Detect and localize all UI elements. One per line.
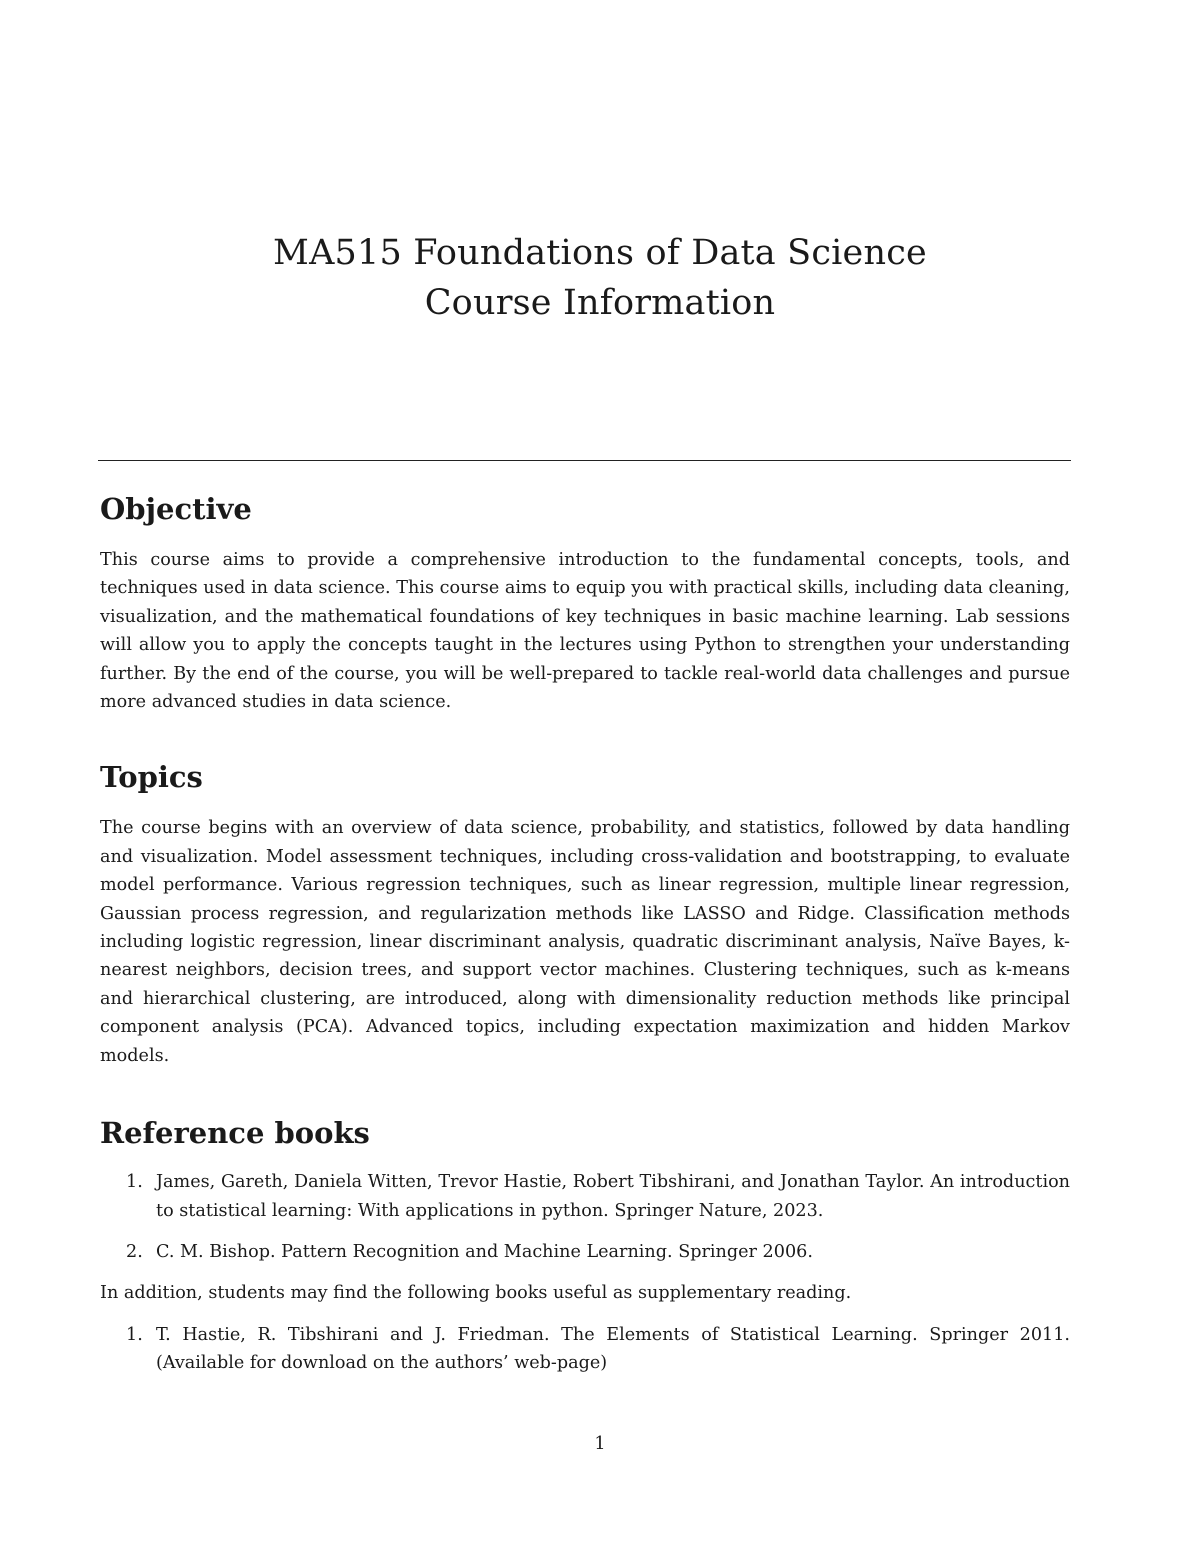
list-item-number: 1. (126, 1324, 143, 1345)
document-subtitle: Course Information (424, 283, 776, 323)
objective-paragraph: This course aims to provide a comprehensive introduction to the fundamental concepts, tools, and techniques used in data science. This course aims to equip you with practical skills, including data cleaning, visualization, and the mathematical foundations of key techniques in basic machine learning. Lab sessions will allow you to apply the concepts taught in the lectures using Python to strengthen your understanding further. By the end of the course, you will be well-prepared to tackle real-world data challenges and pursue more advanced studies in data science. (100, 550, 1070, 713)
objective-section (100, 486, 1070, 716)
topics-section (100, 754, 1070, 1070)
list-item (100, 1168, 1070, 1225)
topics-paragraph: The course begins with an overview of data science, probability, and statistics, followed by data handling and visualization. Model assessment techniques, including cross-validation and bootstrapping, to evaluate model performance. Various regression techniques, such as linear regression, multiple linear regression, Gaussian process regression, and regularization methods like LASSO and Ridge. Classification methods including logistic regression, linear discriminant analysis, quadratic discriminant analysis, Naïve Bayes, k-nearest neighbors, decision trees, and support vector machines. Clustering techniques, such as k-means and hierarchical clustering, are introduced, along with dimensionality reduction methods like principal component analysis (PCA). Advanced topics, including expectation maximization and hidden Markov models. (100, 818, 1070, 1066)
reference-books-heading: Reference books (100, 1116, 370, 1151)
list-item-text: James, Gareth, Daniela Witten, Trevor Hastie, Robert Tibshirani, and Jonathan Taylor. An introduction to statistical learning: With applications in python. Springer Nature, 2023. (156, 1172, 1070, 1221)
topics-heading: Topics (100, 760, 203, 795)
main-content (100, 486, 1070, 1391)
supplementary-intro: In addition, students may find the following books useful as supplementary reading. (100, 1283, 852, 1304)
title-block (0, 228, 1200, 328)
page-number: 1 (594, 1434, 606, 1454)
reference-books-list (100, 1168, 1070, 1266)
course-title: MA515 Foundations of Data Science (273, 233, 927, 273)
list-item (100, 1321, 1070, 1378)
list-item-number: 2. (126, 1241, 143, 1262)
list-item-number: 1. (126, 1172, 143, 1193)
supplementary-books-list (100, 1321, 1070, 1378)
reference-books-section (100, 1110, 1070, 1377)
list-item (100, 1238, 1070, 1266)
horizontal-rule (98, 460, 1071, 461)
list-item-text: C. M. Bishop. Pattern Recognition and Machine Learning. Springer 2006. (156, 1241, 813, 1262)
objective-heading: Objective (100, 492, 252, 526)
list-item-text: T. Hastie, R. Tibshirani and J. Friedman. The Elements of Statistical Learning. Springer 2011. (Available for download on the authors’ web-page) (156, 1324, 1070, 1374)
